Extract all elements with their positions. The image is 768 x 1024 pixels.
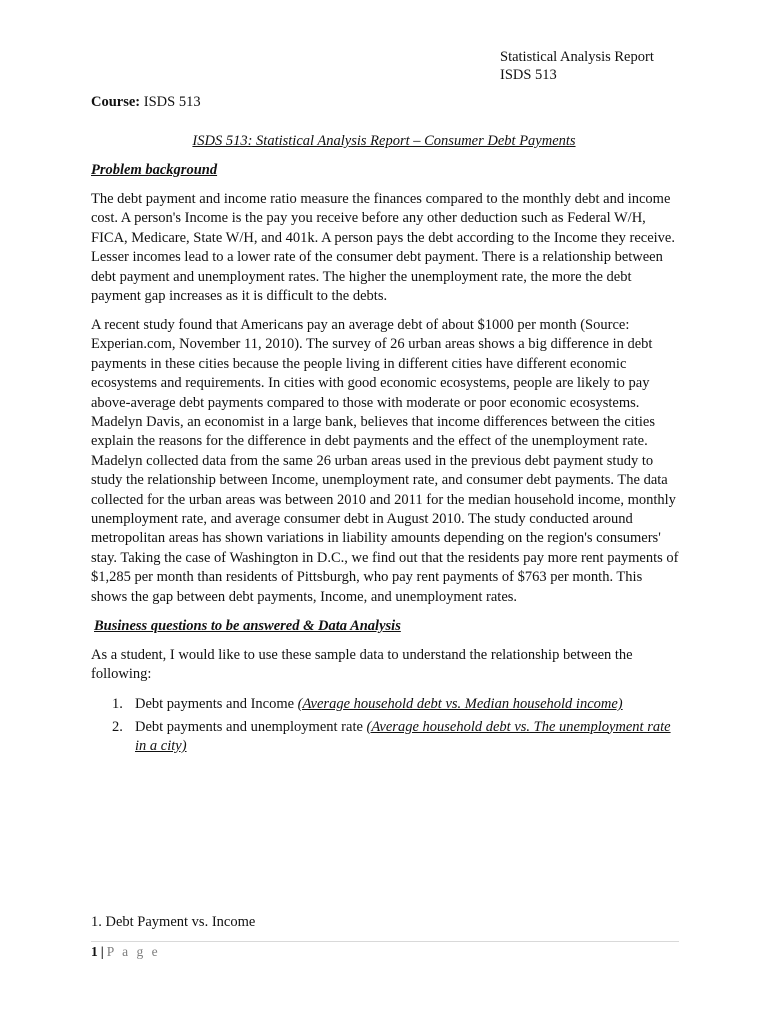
list-item-text: Debt payments and unemployment rate	[135, 718, 367, 735]
footer-divider	[91, 941, 679, 942]
problem-background-heading: Problem background	[91, 162, 218, 178]
course-value: ISDS 513	[143, 94, 201, 110]
business-questions-intro: As a student, I would like to use these sample data to understand the relationship between the following:	[91, 647, 633, 683]
header-report-name: Statistical Analysis Report	[500, 49, 654, 65]
subsection-heading: 1. Debt Payment vs. Income	[91, 914, 256, 930]
header-course-code: ISDS 513	[500, 67, 557, 83]
list-item-text: Debt payments and Income	[135, 696, 298, 712]
course-label: Course:	[91, 94, 141, 110]
course-line	[91, 93, 201, 111]
page-number: 1	[91, 944, 98, 959]
list-item-number: 1.	[112, 696, 123, 712]
list-item-detail: (Average household debt vs. The unemployment rate in a city)	[135, 718, 671, 754]
report-title: ISDS 513: Statistical Analysis Report – Consumer Debt Payments	[192, 133, 576, 149]
business-questions-list	[91, 695, 679, 760]
list-item	[91, 718, 679, 757]
list-item	[91, 695, 679, 715]
list-item-number: 2.	[112, 718, 123, 735]
background-paragraph-1: The debt payment and income ratio measure the finances compared to the monthly debt and income cost. A person's Income is the pay you receive before any other deduction such as Federal W/H, FICA, Medicare, State W/H, and 401k. A person pays the debt according to the Income they receive. Lesser incomes lead to a lower rate of the consumer debt payment. There is a relationship between debt payment and unemployment rates. The higher the unemployment rate, the more the debt payment gap increases as it is difficult to the debts.	[91, 191, 675, 305]
business-questions-heading: Business questions to be answered & Data Analysis	[94, 618, 401, 634]
page-footer	[91, 944, 160, 960]
background-paragraph-2: A recent study found that Americans pay an average debt of about $1000 per month (Source: Experian.com, November 11, 2010). The survey of 26 urban areas shows a big difference in debt payments in these cities because the people living in different cities have different economic ecosystems and requirements. In cities with good economic ecosystems, people are likely to pay above-average debt payments compared to those with moderate or poor economic ecosystems. Madelyn Davis, an economist in a large bank, believes that income differences between the cities explain the reasons for the difference in debt payments and the effect of the unemployment rate. Madelyn collected data from the same 26 urban areas used in the previous debt payment study to study the relationship between Income, unemployment rate, and consumer debt payments. The data collected for the urban areas was between 2010 and 2011 for the median household income, monthly unemployment rate, and average consumer debt in August 2010. The study conducted around metropolitan areas has shown variations in liability amounts depending on the region's consumers' stay. Taking the case of Washington in D.C., we find out that the residents pay more rent payments of $1,285 per month than residents of Pittsburgh, who pay rent payments of $763 per month. This shows the gap between debt payments, Income, and unemployment rates.	[91, 317, 679, 605]
list-item-detail: (Average household debt vs. Median household income)	[297, 696, 623, 712]
running-header	[500, 48, 654, 84]
page-word: P a g e	[106, 944, 161, 959]
footer-separator: |	[100, 944, 104, 959]
